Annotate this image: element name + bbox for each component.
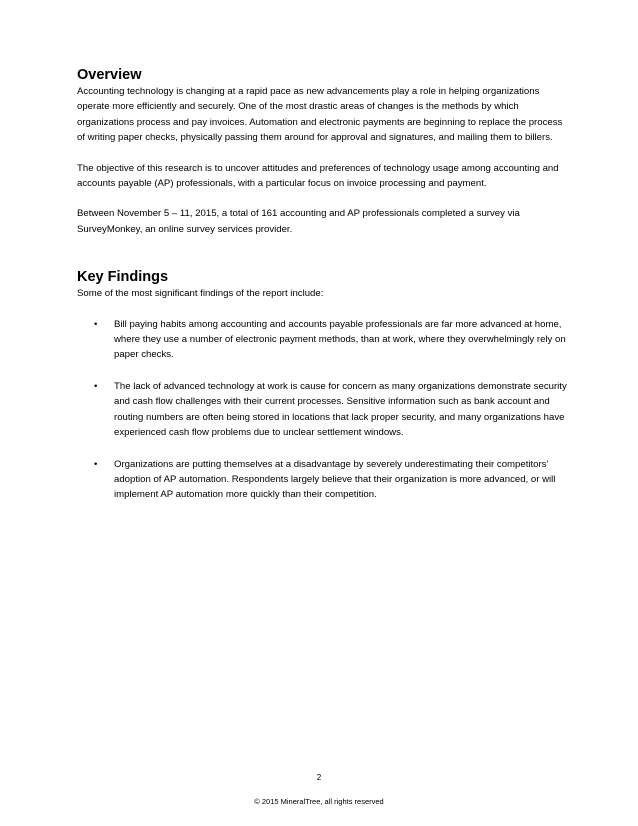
overview-heading: Overview [77, 67, 142, 83]
list-item [77, 457, 567, 503]
key-findings-section [77, 268, 567, 502]
list-item [77, 379, 567, 441]
page-content [77, 66, 567, 519]
key-findings-heading: Key Findings [77, 269, 169, 286]
finding-text: Organizations are putting themselves at a disadvantage by severely underestimating their competitors’ adoption of AP automation. Respondents largely believe that their organization is more advanced, or will implement AP automation more quickly than their competition. [114, 458, 556, 501]
key-findings-intro: Some of the most significant findings of the report include: [77, 288, 324, 300]
objective-paragraph: The objective of this research is to uncover attitudes and preferences of technology usage among accounting and accounts payable (AP) professionals, with a particular focus on invoice processing and payment. [77, 162, 559, 190]
finding-text: Bill paying habits among accounting and accounts payable professionals are far more advanced at home, where they use a number of electronic payment methods, than at work, where they overwhelmingly rely on paper checks. [114, 318, 566, 361]
overview-paragraph: Accounting technology is changing at a rapid pace as new advancements play a role in helping organizations operate more efficiently and securely. One of the most drastic areas of changes is the methods by which organizations process and pay invoices. Automation and electronic payments are beginning to replace the process of writing paper checks, physically passing them around for approval and signatures, and mailing them to billers. [77, 86, 563, 144]
survey-method-paragraph: Between November 5 – 11, 2015, a total of 161 accounting and AP professionals completed a survey via SurveyMonkey, an online survey services provider. [77, 208, 520, 235]
bullet-icon: • [94, 458, 98, 470]
list-item [77, 317, 567, 363]
findings-list [77, 317, 567, 503]
page-number: 2 [316, 773, 322, 782]
copyright-footer: © 2015 MineralTree, all rights reserved [254, 797, 384, 806]
overview-section [77, 66, 567, 237]
finding-text: The lack of advanced technology at work is cause for concern as many organizations demonstrate security and cash flow challenges with their current processes. Sensitive information such as bank account and routing numbers are often being stored in locations that lack proper security, and many organizations have experienced cash flow problems due to unclear settlement windows. [114, 380, 567, 439]
bullet-icon: • [94, 380, 98, 392]
bullet-icon: • [94, 318, 98, 330]
